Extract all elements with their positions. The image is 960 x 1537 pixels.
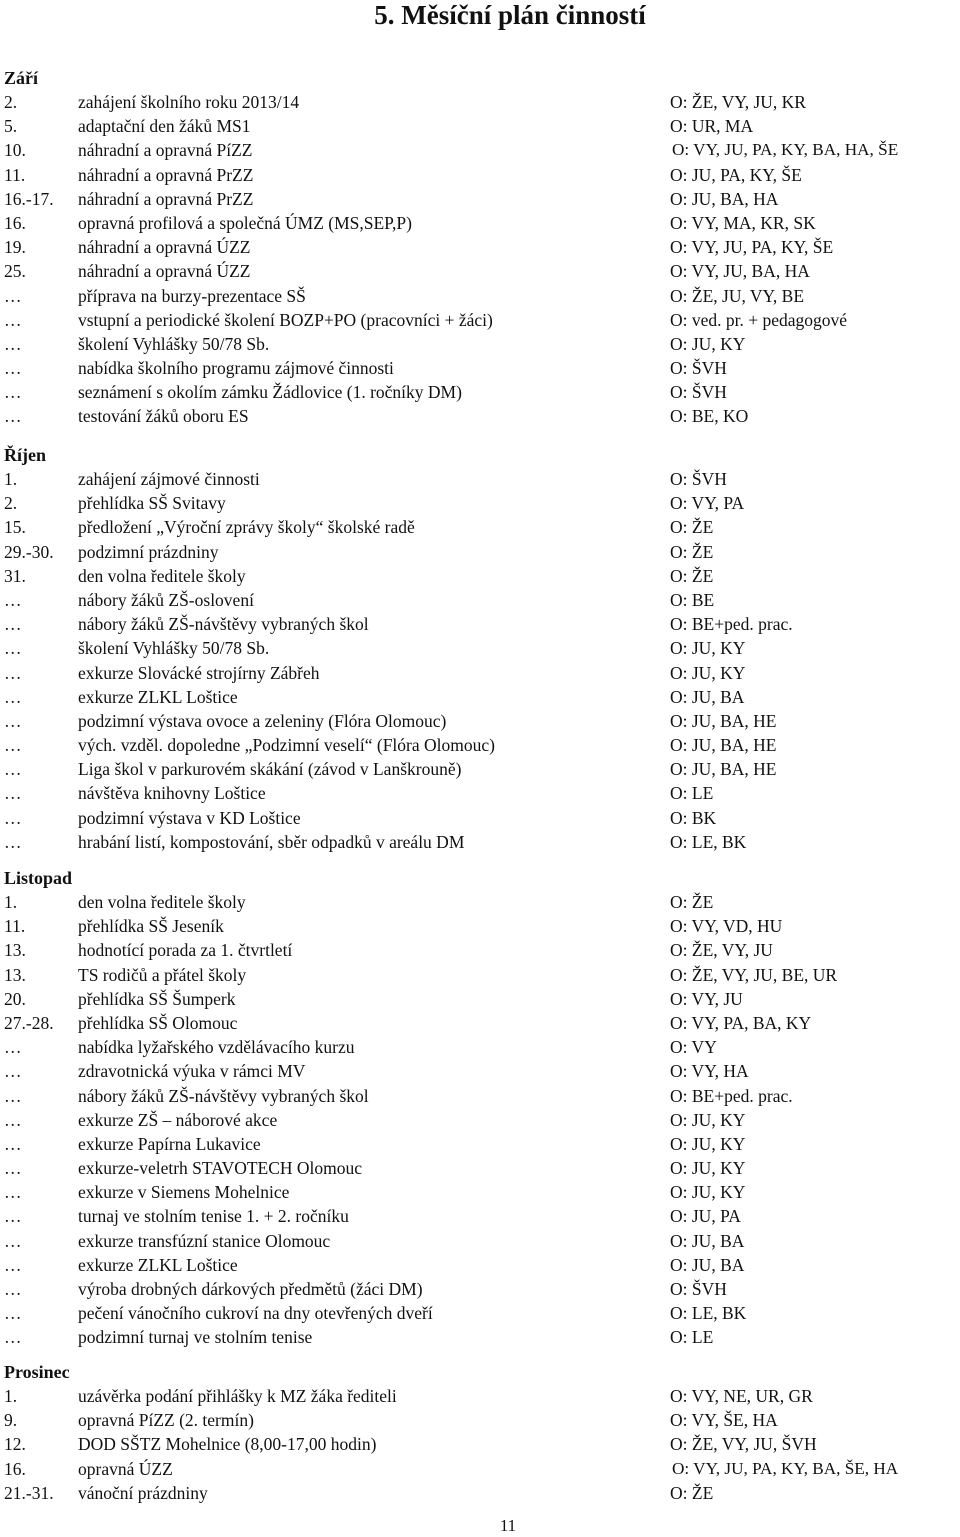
row-responsible: O: JU, BA, HE <box>670 735 777 756</box>
row-activity: školení Vyhlášky 50/78 Sb. <box>78 333 270 354</box>
row-responsible: O: VY, ŠE, HA <box>670 1410 778 1431</box>
row-activity: vých. vzděl. dopoledne „Podzimní veselí“ (Flóra Olomouc) <box>78 735 495 756</box>
plan-row <box>4 1301 960 1325</box>
row-date: … <box>4 735 22 756</box>
row-activity: podzimní výstava ovoce a zeleniny (Flóra Olomouc) <box>78 710 447 731</box>
plan-row <box>4 757 960 781</box>
row-activity: opravná ÚZZ <box>78 1458 173 1479</box>
section-prosinec <box>4 1360 960 1505</box>
row-activity: přehlídka SŠ Olomouc <box>78 1012 238 1033</box>
row-activity: exkurze Slovácké strojírny Zábřeh <box>78 662 320 683</box>
row-date: 1. <box>4 1386 18 1406</box>
plan-row <box>4 1108 960 1132</box>
plan-row <box>4 1277 960 1301</box>
row-responsible: O: ŠVH <box>670 469 727 489</box>
row-activity: exkurze ZŠ – náborové akce <box>78 1109 278 1130</box>
row-date: 25. <box>4 261 26 282</box>
row-date: 13. <box>4 964 26 985</box>
row-activity: nábory žáků ZŠ-návštěvy vybraných škol <box>78 1085 369 1106</box>
row-date: 20. <box>4 988 26 1009</box>
row-responsible: O: VY, VD, HU <box>670 916 783 937</box>
row-activity: nábory žáků ZŠ-návštěvy vybraných škol <box>78 614 369 635</box>
row-responsible: O: JU, BA, HE <box>670 710 777 731</box>
row-responsible: O: ŽE, VY, JU <box>670 940 773 961</box>
row-date: … <box>4 382 22 403</box>
row-responsible: O: ŠVH <box>670 382 727 403</box>
row-date: 19. <box>4 237 26 258</box>
plan-row <box>4 987 960 1011</box>
row-activity: výroba drobných dárkových předmětů (žáci DM) <box>78 1279 423 1299</box>
row-responsible: O: LE <box>670 783 714 804</box>
row-activity: exkurze ZLKL Loštice <box>78 686 238 707</box>
row-date: 29.-30. <box>4 541 54 562</box>
plan-row <box>4 564 960 588</box>
row-date: 11. <box>4 164 26 185</box>
row-responsible: O: ŠVH <box>670 358 727 379</box>
row-responsible: O: ŽE <box>670 892 714 912</box>
row-responsible: O: ŽE, VY, JU, ŠVH <box>670 1434 817 1455</box>
row-responsible: O: VY, PA, BA, KY <box>670 1012 812 1033</box>
row-date: … <box>4 1327 22 1348</box>
row-activity: předložení „Výroční zprávy školy“ školské radě <box>78 517 415 538</box>
row-responsible: O: LE, BK <box>670 1303 747 1324</box>
row-responsible: O: VY, JU, BA, HA <box>670 261 810 282</box>
plan-row <box>4 308 960 332</box>
section-heading: Září <box>4 68 38 88</box>
row-activity: exkurze v Siemens Mohelnice <box>78 1182 290 1203</box>
row-responsible: O: JU, PA, KY, ŠE <box>670 164 802 185</box>
row-responsible: O: JU, KY <box>670 662 746 683</box>
row-date: … <box>4 309 22 330</box>
section-heading: Říjen <box>4 445 46 465</box>
row-date: … <box>4 662 22 683</box>
row-activity: nábory žáků ZŠ-oslovení <box>78 589 254 610</box>
row-date: … <box>4 1206 22 1227</box>
row-date: … <box>4 1133 22 1154</box>
row-date: … <box>4 807 22 828</box>
row-date: … <box>4 333 22 354</box>
row-responsible: O: ŽE <box>670 1482 714 1503</box>
row-responsible: O: BE+ped. prac. <box>670 614 793 635</box>
plan-row <box>4 963 960 987</box>
plan-row <box>4 332 960 356</box>
row-responsible: O: ŽE, VY, JU, KR <box>670 92 806 112</box>
row-activity: náhradní a opravná ÚZZ <box>78 261 251 282</box>
row-date: … <box>4 783 22 804</box>
plan-row <box>4 491 960 515</box>
row-date: 31. <box>4 565 26 586</box>
row-activity: nabídka lyžařského vzdělávacího kurzu <box>78 1037 355 1058</box>
plan-row <box>4 284 960 308</box>
row-date: 12. <box>4 1434 26 1455</box>
row-activity: den volna ředitele školy <box>78 892 246 912</box>
row-responsible: O: ved. pr. + pedagogové <box>670 309 848 330</box>
row-activity: exkurze ZLKL Loštice <box>78 1254 238 1275</box>
row-responsible: O: VY, JU, PA, KY, BA, ŠE, HA <box>672 1458 899 1478</box>
row-date: 21.-31. <box>4 1482 54 1503</box>
row-responsible: O: LE <box>670 1327 714 1348</box>
row-responsible: O: ŽE <box>670 565 714 586</box>
row-responsible: O: VY, JU, PA, KY, BA, HA, ŠE <box>672 140 899 160</box>
section-zari <box>4 66 960 429</box>
row-responsible: O: BE, KO <box>670 406 749 427</box>
plan-row <box>4 90 960 114</box>
row-date: … <box>4 1085 22 1106</box>
row-date: … <box>4 358 22 379</box>
row-activity: exkurze Papírna Lukavice <box>78 1133 261 1154</box>
row-date: 1. <box>4 892 18 912</box>
row-date: … <box>4 1061 22 1082</box>
row-activity: den volna ředitele školy <box>78 565 246 586</box>
section-rijen <box>4 443 960 854</box>
plan-row <box>4 1325 960 1349</box>
row-activity: DOD SŠTZ Mohelnice (8,00-17,00 hodin) <box>78 1434 377 1455</box>
row-responsible: O: JU, KY <box>670 1158 746 1179</box>
plan-row <box>4 636 960 660</box>
row-responsible: O: VY, JU, PA, KY, ŠE <box>670 237 834 258</box>
plan-row <box>4 515 960 539</box>
row-activity: opravná profilová a společná ÚMZ (MS,SEP,P) <box>78 212 412 233</box>
plan-row <box>4 1204 960 1228</box>
row-activity: exkurze transfúzní stanice Olomouc <box>78 1230 331 1251</box>
row-responsible: O: VY, HA <box>670 1061 749 1082</box>
row-activity: přehlídka SŠ Svitavy <box>78 493 226 514</box>
row-activity: testování žáků oboru ES <box>78 406 249 427</box>
plan-row <box>4 259 960 283</box>
plan-row <box>4 1156 960 1180</box>
plan-row <box>4 938 960 962</box>
row-activity: adaptační den žáků MS1 <box>78 116 251 137</box>
row-responsible: O: JU, KY <box>670 1182 746 1203</box>
row-activity: hrabání listí, kompostování, sběr odpadků v areálu DM <box>78 831 465 852</box>
row-responsible: O: JU, KY <box>670 1133 746 1154</box>
section-heading: Listopad <box>4 868 73 888</box>
row-date: … <box>4 710 22 731</box>
row-responsible: O: VY, NE, UR, GR <box>670 1386 813 1406</box>
plan-row <box>4 1432 960 1456</box>
plan-row <box>4 661 960 685</box>
row-activity: náhradní a opravná ÚZZ <box>78 237 251 258</box>
plan-row <box>4 163 960 187</box>
row-date: … <box>4 406 22 427</box>
plan-row <box>4 890 960 914</box>
row-date: 1. <box>4 469 18 489</box>
plan-row <box>4 1059 960 1083</box>
plan-row <box>4 685 960 709</box>
row-date: 16. <box>4 212 26 233</box>
row-responsible: O: VY, JU <box>670 988 743 1009</box>
plan-row <box>4 612 960 636</box>
row-date: … <box>4 638 22 659</box>
row-responsible: O: ŽE, JU, VY, BE <box>670 285 805 306</box>
row-responsible: O: JU, BA <box>670 1230 745 1251</box>
row-date: … <box>4 1254 22 1275</box>
row-responsible: O: UR, MA <box>670 116 754 137</box>
row-responsible: O: VY, MA, KR, SK <box>670 212 816 233</box>
section-listopad <box>4 866 960 1350</box>
row-date: 27.-28. <box>4 1012 54 1033</box>
row-activity: podzimní turnaj ve stolním tenise <box>78 1327 313 1348</box>
plan-row <box>4 138 960 162</box>
row-responsible: O: ŽE, VY, JU, BE, UR <box>670 964 838 985</box>
row-date: … <box>4 1230 22 1251</box>
row-responsible: O: ŠVH <box>670 1279 727 1299</box>
row-date: 2. <box>4 493 18 514</box>
row-date: … <box>4 1303 22 1324</box>
row-activity: TS rodičů a přátel školy <box>78 964 247 985</box>
row-date: 10. <box>4 140 26 161</box>
row-date: 16.-17. <box>4 188 54 209</box>
row-activity: podzimní výstava v KD Loštice <box>78 807 301 828</box>
plan-row <box>4 1084 960 1108</box>
row-date: 11. <box>4 916 26 937</box>
row-responsible: O: ŽE <box>670 517 714 538</box>
row-date: … <box>4 759 22 780</box>
row-date: … <box>4 1109 22 1130</box>
row-responsible: O: JU, PA <box>670 1206 741 1227</box>
row-date: … <box>4 589 22 610</box>
row-activity: turnaj ve stolním tenise 1. + 2. ročníku <box>78 1206 349 1227</box>
row-activity: podzimní prázdniny <box>78 541 219 562</box>
plan-row <box>4 1384 960 1408</box>
row-date: … <box>4 686 22 707</box>
plan-row <box>4 235 960 259</box>
row-date: … <box>4 1182 22 1203</box>
row-date: 16. <box>4 1458 26 1479</box>
row-responsible: O: BE <box>670 589 715 610</box>
row-date: 13. <box>4 940 26 961</box>
row-activity: Liga škol v parkurovém skákání (závod v Lanškrouně) <box>78 759 462 780</box>
row-activity: vánoční prázdniny <box>78 1482 208 1503</box>
row-date: … <box>4 1279 22 1299</box>
plan-row <box>4 914 960 938</box>
row-activity: uzávěrka podání přihlášky k MZ žáka řediteli <box>78 1386 397 1406</box>
plan-row <box>4 1457 960 1481</box>
row-activity: přehlídka SŠ Jeseník <box>78 916 224 937</box>
plan-row <box>4 356 960 380</box>
plan-row <box>4 830 960 854</box>
row-responsible: O: BK <box>670 807 717 828</box>
plan-row <box>4 1229 960 1253</box>
plan-row <box>4 404 960 428</box>
plan-row <box>4 1035 960 1059</box>
row-activity: náhradní a opravná PrZZ <box>78 188 254 209</box>
row-date: 9. <box>4 1410 18 1431</box>
row-date: 15. <box>4 517 26 538</box>
plan-row <box>4 1408 960 1432</box>
row-date: … <box>4 285 22 306</box>
plan-row <box>4 1011 960 1035</box>
page-title: 5. Měsíční plán činností <box>374 0 646 30</box>
row-activity: opravná PíZZ (2. termín) <box>78 1410 254 1431</box>
row-activity: nabídka školního programu zájmové činnosti <box>78 358 394 379</box>
row-activity: vstupní a periodické školení BOZP+PO (pracovníci + žáci) <box>78 309 493 330</box>
row-responsible: O: JU, BA, HA <box>670 188 779 209</box>
plan-row <box>4 187 960 211</box>
plan-row <box>4 1253 960 1277</box>
row-activity: zahájení školního roku 2013/14 <box>78 92 300 112</box>
section-heading: Prosinec <box>4 1362 70 1382</box>
row-responsible: O: JU, BA, HE <box>670 759 777 780</box>
row-activity: hodnotící porada za 1. čtvrtletí <box>78 940 293 961</box>
row-date: … <box>4 1037 22 1058</box>
row-responsible: O: VY <box>670 1037 717 1058</box>
row-date: … <box>4 1158 22 1179</box>
plan-row <box>4 1481 960 1505</box>
row-responsible: O: VY, PA <box>670 493 745 514</box>
row-activity: náhradní a opravná PíZZ <box>78 140 253 161</box>
plan-row <box>4 114 960 138</box>
row-date: 5. <box>4 116 18 137</box>
plan-row <box>4 806 960 830</box>
plan-row <box>4 733 960 757</box>
row-activity: návštěva knihovny Loštice <box>78 783 266 804</box>
row-date: 2. <box>4 92 18 112</box>
row-responsible: O: JU, KY <box>670 333 746 354</box>
plan-row <box>4 709 960 733</box>
plan-row <box>4 1180 960 1204</box>
row-responsible: O: JU, BA <box>670 686 745 707</box>
row-responsible: O: LE, BK <box>670 831 747 852</box>
row-responsible: O: JU, KY <box>670 1109 746 1130</box>
row-activity: školení Vyhlášky 50/78 Sb. <box>78 638 270 659</box>
plan-row <box>4 380 960 404</box>
row-activity: zdravotnická výuka v rámci MV <box>78 1061 306 1082</box>
row-activity: příprava na burzy-prezentace SŠ <box>78 285 306 306</box>
plan-row <box>4 467 960 491</box>
row-activity: pečení vánočního cukroví na dny otevřených dveří <box>78 1303 433 1324</box>
plan-row <box>4 1132 960 1156</box>
row-responsible: O: JU, KY <box>670 638 746 659</box>
plan-row <box>4 781 960 805</box>
row-activity: náhradní a opravná PrZZ <box>78 164 254 185</box>
row-responsible: O: BE+ped. prac. <box>670 1085 793 1106</box>
plan-row <box>4 588 960 612</box>
row-activity: přehlídka SŠ Šumperk <box>78 988 236 1009</box>
plan-row <box>4 540 960 564</box>
row-activity: exkurze-veletrh STAVOTECH Olomouc <box>78 1158 363 1179</box>
row-responsible: O: JU, BA <box>670 1254 745 1275</box>
row-activity: zahájení zájmové činnosti <box>78 469 260 489</box>
row-activity: seznámení s okolím zámku Žádlovice (1. ročníky DM) <box>78 382 462 403</box>
plan-row <box>4 211 960 235</box>
row-date: … <box>4 614 22 635</box>
page-number: 11 <box>499 1516 517 1535</box>
row-date: … <box>4 831 22 852</box>
row-responsible: O: ŽE <box>670 541 714 562</box>
